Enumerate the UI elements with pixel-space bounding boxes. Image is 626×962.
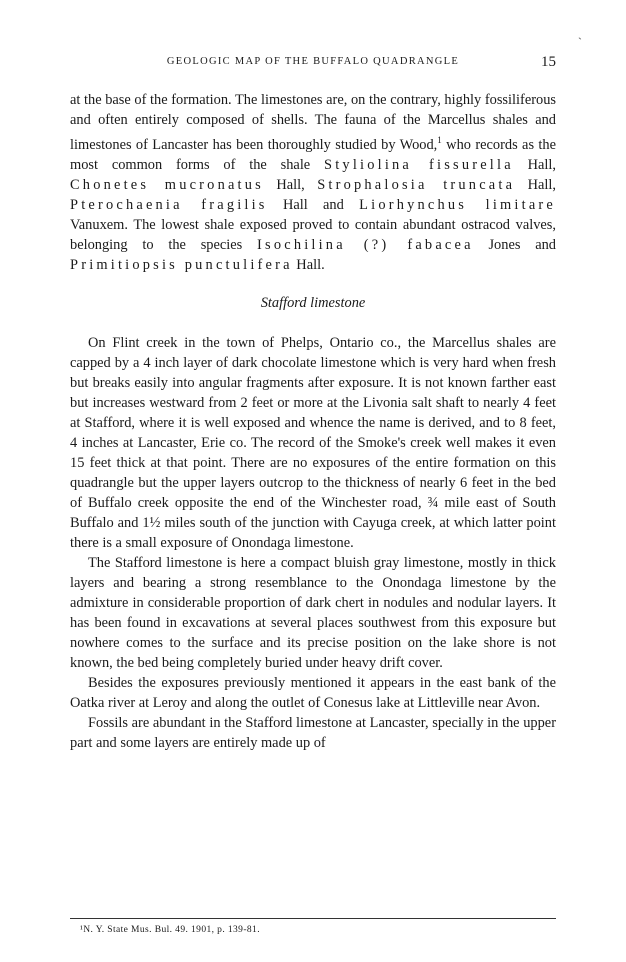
species-name: Chonetes mucronatus bbox=[70, 176, 264, 193]
species-name: Strophalosia truncata bbox=[317, 176, 516, 193]
section-heading: Stafford limestone bbox=[260, 294, 366, 311]
page-number: 15 bbox=[541, 54, 556, 70]
footnote-reference: 1 bbox=[437, 135, 442, 145]
text-run: Vanuxem. The lowest shale exposed proved to contain abundant ostracod valves, belonging to the species bbox=[70, 216, 556, 253]
species-name: Pterochaenia fragilis bbox=[70, 196, 268, 213]
text-run: Hall, bbox=[263, 176, 318, 193]
paragraph-5: Fossils are abundant in the Stafford limestone at Lancaster, specially in the upper part and some layers are entirely made up of bbox=[70, 714, 556, 751]
species-name: Primitiopsis punctulifera bbox=[70, 256, 293, 273]
text-run: Hall and bbox=[267, 196, 360, 213]
paragraph-4: Besides the exposures previously mentioned it appears in the east bank of the Oatka river at Leroy and along the outlet of Conesus lake at Littleville near Avon. bbox=[70, 674, 556, 711]
species-name: Styliolina fissurella bbox=[324, 156, 514, 173]
paragraph-1 bbox=[70, 90, 556, 275]
text-run: Jones and bbox=[473, 236, 557, 253]
species-name: Isochilina (?) fabacea bbox=[257, 236, 474, 253]
text-run: at the base of the formation. The limestones are, on the contrary, highly fossiliferous and often entirely composed of shells. The fauna of the Marcellus shales and limestones of Lancaster has been thoroughly studied by Wood, bbox=[70, 92, 556, 153]
paragraph-2: On Flint creek in the town of Phelps, Ontario co., the Marcellus shales are capped by a 4 inch layer of dark chocolate limestone which is very hard when fresh but breaks easily into angular fragments after exposure. It is not known farther east but increases westward from 2 feet or more at the Livonia salt shaft to nearly 4 feet at Stafford, where it is well exposed and whence the name is derived, and to 8 feet, 4 inches at Lancaster, Erie co. The record of the Smoke's creek well makes it even 15 feet thick at that point. There are no exposures of the entire formation on this quadrangle but the upper layers outcrop to the thickness of nearly 6 feet in the bed of Buffalo creek opposite the end of the Winchester road, ¾ mile east of South Buffalo and 1½ miles south of the junction with Cayuga creek, at which latter point there is a small exposure of Onondaga limestone. bbox=[70, 334, 556, 551]
body-text bbox=[70, 90, 556, 753]
paragraph-3: The Stafford limestone is here a compact bluish gray limestone, mostly in thick layers and bearing a strong resemblance to the Onondaga limestone by the admixture in considerable proportion of dark chert in nodules and nodular layers. It has been found in excavations at several places southwest from this exposure but nowhere comes to the surface and its precise position on the lake shore is not known, the bed being completely buried under heavy drift cover. bbox=[70, 554, 556, 671]
footnote-divider bbox=[70, 918, 556, 919]
text-run: who records as the most common forms of the shale bbox=[70, 136, 556, 173]
footnote: ¹N. Y. State Mus. Bul. 49. 1901, p. 139-81. bbox=[80, 925, 260, 935]
running-title: GEOLOGIC MAP OF THE BUFFALO QUADRANGLE bbox=[166, 56, 460, 67]
corner-mark: ˏ bbox=[578, 26, 582, 40]
running-head bbox=[70, 54, 556, 74]
text-run: Hall, bbox=[513, 156, 556, 173]
text-run: Hall, bbox=[515, 176, 556, 193]
species-name: Liorhynchus limitare bbox=[359, 196, 556, 213]
text-run: Hall. bbox=[292, 256, 325, 273]
